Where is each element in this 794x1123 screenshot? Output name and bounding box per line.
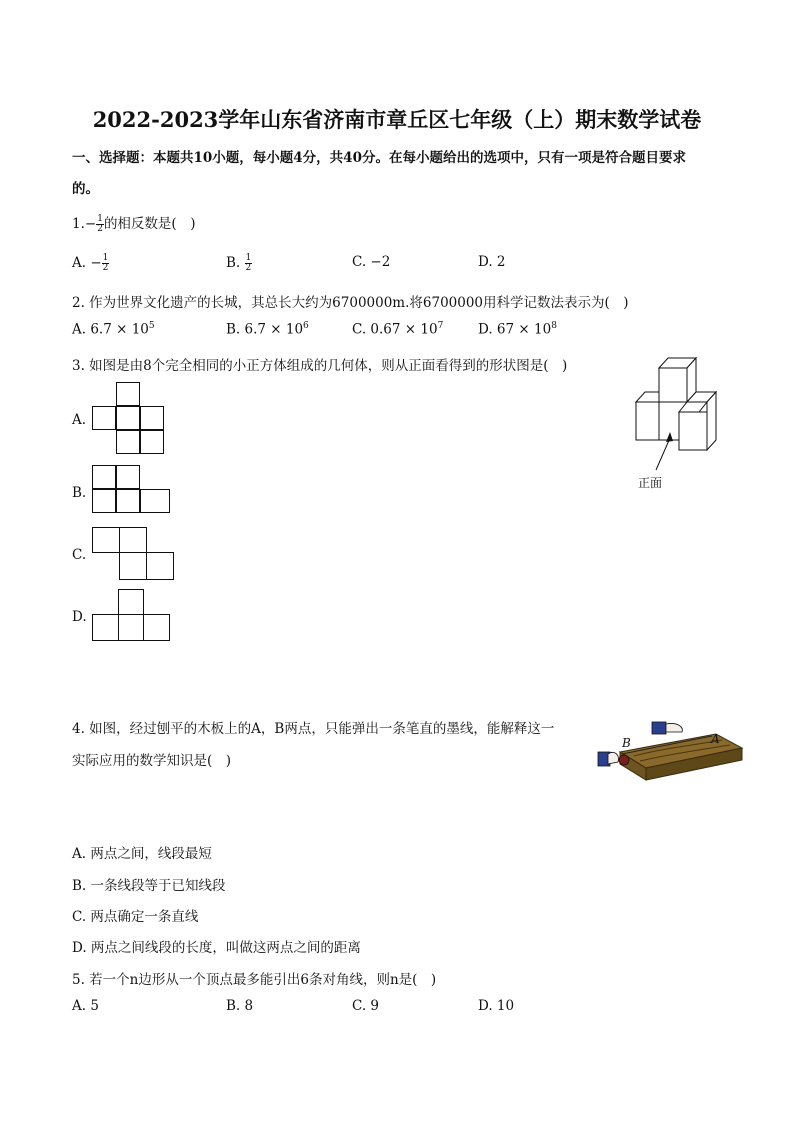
question-4-option-a[interactable]: A. 两点之间，线段最短 <box>72 846 212 862</box>
question-2-option-d[interactable]: D. $67 \times 10^8$ <box>478 321 557 338</box>
question-1-stem: 1.− $\frac{1}{2}$ 的相反数是( ) <box>72 214 196 234</box>
question-4-option-c[interactable]: C. 两点确定一条直线 <box>72 909 199 925</box>
question-2-stem: 2. 作为世界文化遗产的长城，其总长大约为6700000m.将6700000用科学记数法表示为( ) <box>72 295 629 311</box>
question-4-option-b[interactable]: B. 一条线段等于已知线段 <box>72 878 226 894</box>
question-5-option-c[interactable]: C. 9 <box>352 998 380 1014</box>
section-heading-line1: 一、选择题：本题共10小题，每小题4分，共40分。在每小题给出的选项中，只有一项是符合题目要求 <box>72 150 686 166</box>
question-2-option-c[interactable]: C. $0.67 \times 10^7$ <box>352 321 444 338</box>
question-5-stem: 5. 若一个n边形从一个顶点最多能引出6条对角线，则n是( ) <box>72 972 437 988</box>
question-5-option-d[interactable]: D. 10 <box>478 998 515 1014</box>
fraction: $\frac{1}{2}$ <box>97 214 103 234</box>
question-3-option-d-figure[interactable] <box>92 589 172 643</box>
question-3-option-b-figure[interactable] <box>92 465 172 517</box>
question-3-stem: 3. 如图是由8个完全相同的小正方体组成的几何体，则从正面看得到的形状图是( ) <box>72 358 568 374</box>
question-1-option-c[interactable]: C. −2 <box>352 254 391 270</box>
point-b-label: B <box>622 736 631 750</box>
question-3-option-c-label[interactable]: C. <box>72 547 87 563</box>
point-a-label: A <box>711 732 720 746</box>
question-2-option-a[interactable]: A. $6.7 \times 10^5$ <box>72 321 155 338</box>
page-title: 2022-2023学年山东省济南市章丘区七年级（上）期末数学试卷 <box>92 107 702 132</box>
question-5-option-b[interactable]: B. 8 <box>226 998 254 1014</box>
question-1-option-a[interactable]: A. − $\frac{1}{2}$ <box>72 253 109 273</box>
section-heading-line2: 的。 <box>72 181 99 197</box>
question-4-stem-line1: 4. 如图，经过刨平的木板上的A，B两点，只能弹出一条笔直的墨线，能解释这一 <box>72 721 555 737</box>
wood-board-illustration <box>594 718 750 786</box>
question-1-option-b[interactable]: B. $\frac{1}{2}$ <box>226 253 252 273</box>
question-3-option-a-label[interactable]: A. <box>72 412 87 428</box>
cube-figure <box>628 352 724 494</box>
question-3-option-b-label[interactable]: B. <box>72 485 87 501</box>
front-view-label: 正面 <box>638 476 663 490</box>
question-4-option-d[interactable]: D. 两点之间线段的长度，叫做这两点之间的距离 <box>72 940 361 956</box>
question-4-stem-line2: 实际应用的数学知识是( ) <box>72 753 232 769</box>
question-1-option-d[interactable]: D. 2 <box>478 254 506 270</box>
question-2-option-b[interactable]: B. $6.7 \times 10^6$ <box>226 321 309 338</box>
question-3-option-a-figure[interactable] <box>92 382 172 458</box>
question-3-option-d-label[interactable]: D. <box>72 609 87 625</box>
question-5-option-a[interactable]: A. 5 <box>72 998 99 1014</box>
question-3-option-c-figure[interactable] <box>92 527 178 581</box>
